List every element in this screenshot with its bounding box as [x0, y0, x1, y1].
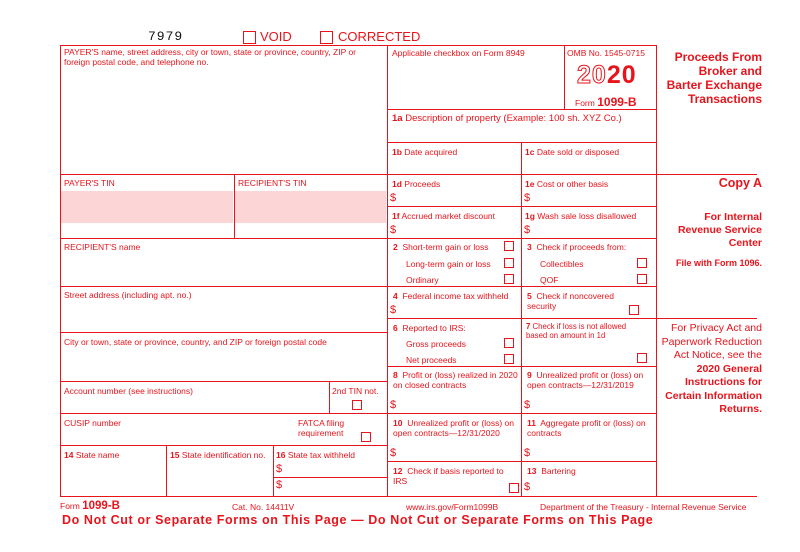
- box-1f-label: [392, 211, 495, 221]
- recipient-tin-field[interactable]: [235, 191, 386, 223]
- box-1b-num: 1b: [392, 147, 402, 157]
- state-divider-1: [166, 445, 167, 496]
- account-number-label: Account number (see instructions): [64, 386, 193, 396]
- recipient-name-label: RECIPIENT'S name: [64, 242, 141, 252]
- rule-mid-6: [387, 318, 757, 319]
- box-1g-num: 1g: [525, 211, 535, 221]
- box-4-num: 4: [393, 291, 398, 301]
- box-1d-dollar: $: [390, 192, 397, 204]
- box-2-num: 2: [393, 242, 398, 252]
- box-1e-num: 1e: [525, 179, 535, 189]
- form-8949-label: Applicable checkbox on Form 8949: [392, 48, 525, 58]
- gross-proceeds-checkbox[interactable]: [504, 338, 514, 348]
- box-11-text: Aggregate profit or (loss) on contracts: [527, 418, 646, 438]
- rule-mid-1: [387, 142, 657, 143]
- box-1a-num: 1a: [392, 113, 403, 124]
- collectibles-label: Collectibles: [540, 259, 584, 269]
- rule-left-6: [60, 413, 387, 414]
- box-15-num: 15: [170, 450, 180, 460]
- box-3-label: [527, 242, 626, 252]
- box-16-dollar-2: $: [276, 479, 283, 491]
- net-proceeds-checkbox[interactable]: [504, 354, 514, 364]
- rule-mid-7: [387, 366, 657, 367]
- box-16-num: 16: [276, 450, 286, 460]
- form-title: Proceeds From Broker and Barter Exchange Transactions: [666, 50, 762, 106]
- box-10-dollar: $: [390, 447, 397, 459]
- rule-left-2: [60, 238, 387, 239]
- box-2-short-term-text: Short-term gain or loss: [402, 242, 489, 252]
- rule-left-7: [60, 445, 387, 446]
- form-id-name: 1099-B: [597, 95, 637, 109]
- box-3-text: Check if proceeds from:: [536, 242, 627, 252]
- cusip-label: CUSIP number: [64, 418, 122, 428]
- void-checkbox[interactable]: [243, 31, 256, 44]
- corrected-label: CORRECTED: [338, 29, 421, 44]
- omb-number: OMB No. 1545-0715: [567, 48, 645, 58]
- box-7-num: 7: [526, 322, 531, 331]
- box-9-text: Unrealized profit or (loss) on open contracts—12/31/2019: [527, 370, 644, 390]
- payer-tin-field[interactable]: [61, 191, 233, 223]
- box-1f-text: Accrued market discount: [401, 211, 496, 221]
- basis-reported-checkbox[interactable]: [509, 483, 519, 493]
- footer-url: www.irs.gov/Form1099B: [406, 502, 499, 512]
- box-13-dollar: $: [524, 481, 531, 493]
- long-term-checkbox[interactable]: [504, 258, 514, 268]
- box-4-text: Federal income tax withheld: [402, 291, 509, 301]
- box-1e-text: Cost or other basis: [536, 179, 609, 189]
- rule-mid-5: [387, 286, 657, 287]
- box-1g-dollar: $: [524, 224, 531, 236]
- footer-form-id: [60, 500, 120, 512]
- box-10-num: 10: [393, 418, 403, 428]
- corrected-checkbox[interactable]: [320, 31, 333, 44]
- footer-form-name: 1099-B: [82, 500, 120, 512]
- box-11-num: 11: [527, 418, 536, 428]
- box-14-num: 14: [64, 450, 74, 460]
- privacy-bold: 2020 General Instructions for Certain Information Returns.: [665, 362, 762, 415]
- rule-mid-4: [387, 238, 657, 239]
- tax-year-prefix: 20: [577, 61, 607, 89]
- loss-not-allowed-checkbox[interactable]: [637, 353, 647, 363]
- short-term-checkbox[interactable]: [504, 241, 514, 251]
- payer-name-field[interactable]: [61, 70, 386, 173]
- side-rule: [656, 45, 657, 497]
- box-12-num: 12: [393, 466, 403, 476]
- box-1g-label: [525, 211, 636, 221]
- box-4-label: [393, 291, 508, 301]
- net-proceeds-label: Net proceeds: [406, 355, 457, 365]
- box-3-num: 3: [527, 242, 532, 252]
- box-12-text: Check if basis reported to IRS: [393, 466, 504, 486]
- payer-tin-label: PAYER'S TIN: [64, 178, 115, 188]
- box-11-dollar: $: [524, 447, 531, 459]
- box-1c-label: [525, 147, 619, 157]
- box-1e-dollar: $: [524, 192, 531, 204]
- city-field[interactable]: [61, 350, 386, 380]
- footer-dept: Department of the Treasury - Internal Revenue Service: [540, 502, 747, 512]
- box-1b-label: [392, 147, 457, 157]
- box-1a-label: [392, 114, 622, 124]
- top-rule: [60, 45, 657, 46]
- void-label: VOID: [260, 29, 292, 44]
- recipient-name-field[interactable]: [61, 254, 386, 285]
- box-1g-text: Wash sale loss disallowed: [537, 211, 637, 221]
- payer-name-label: PAYER'S name, street address, city or town, state or province, country, ZIP or foreign postal code, and telephone no.: [64, 47, 357, 67]
- box-16-text: State tax withheld: [287, 450, 355, 460]
- control-number[interactable]: 7979: [148, 29, 184, 44]
- box-6-text: Reported to IRS:: [402, 323, 466, 333]
- box-8-label: [393, 370, 518, 390]
- do-not-cut-warning: Do Not Cut or Separate Forms on This Page — Do Not Cut or Separate Forms on This Page: [62, 513, 654, 527]
- copy-a: Copy A: [718, 176, 762, 190]
- qof-label: QOF: [540, 275, 559, 285]
- noncovered-checkbox[interactable]: [629, 305, 639, 315]
- box-8-dollar: $: [390, 399, 397, 411]
- box-1f-dollar: $: [390, 224, 397, 236]
- rule-mid-2: [387, 174, 757, 175]
- box-11-label: [527, 418, 653, 438]
- box-5-num: 5: [527, 291, 532, 301]
- box-6-num: 6: [393, 323, 398, 333]
- footer-form-label: Form: [60, 501, 80, 511]
- box-1d-text: Proceeds: [404, 179, 441, 189]
- box-7-label: [526, 322, 644, 340]
- fatca-label: FATCA filing requirement: [298, 418, 345, 438]
- rule-left-8: [273, 477, 387, 478]
- rule-left-5: [60, 381, 387, 382]
- box-1b-text: Date acquired: [404, 147, 458, 157]
- rule-mid-8: [387, 413, 657, 414]
- box-1e-label: [525, 179, 608, 189]
- tax-year-suffix: 20: [606, 61, 637, 89]
- second-tin-checkbox[interactable]: [352, 400, 362, 410]
- box-15-label: [170, 450, 265, 460]
- omb-divider: [564, 45, 565, 109]
- box-1a-text: Description of property (Example: 100 sh. XYZ Co.): [405, 113, 622, 124]
- box-14-label: [64, 450, 119, 460]
- box-2-ordinary-label: Ordinary: [406, 275, 439, 285]
- box-8-text: Profit or (loss) realized in 2020 on closed contracts: [393, 370, 518, 390]
- box-14-text: State name: [75, 450, 120, 460]
- file-with-1096: File with Form 1096.: [675, 258, 762, 268]
- ordinary-checkbox[interactable]: [504, 274, 514, 284]
- rule-mid-3: [387, 206, 657, 207]
- box-16-dollar-1: $: [276, 463, 283, 475]
- box-5-label: [527, 291, 637, 311]
- account-divider: [329, 381, 330, 413]
- form-id-label: Form: [575, 98, 595, 108]
- box-16-label: [276, 450, 355, 460]
- tax-year: [577, 61, 637, 90]
- for-irs: For Internal Revenue Service Center: [677, 211, 762, 249]
- box-9-dollar: $: [524, 399, 531, 411]
- box-13-num: 13: [527, 466, 537, 476]
- box-9-label: [527, 370, 653, 390]
- street-address-field[interactable]: [61, 302, 386, 331]
- bottom-rule: [60, 496, 757, 497]
- box-1c-num: 1c: [525, 147, 535, 157]
- box-4-dollar: $: [390, 304, 397, 316]
- fatca-checkbox[interactable]: [361, 432, 371, 442]
- box-7-text: Check if loss is not allowed based on amount in 1d: [526, 322, 627, 340]
- box-1d-num: 1d: [392, 179, 402, 189]
- footer-cat-no: Cat. No. 14411V: [232, 502, 295, 512]
- rule-mid-9: [387, 461, 657, 462]
- rule-left-3: [60, 286, 387, 287]
- qof-checkbox[interactable]: [637, 274, 647, 284]
- rule-mid-0: [387, 109, 657, 110]
- box-1c-text: Date sold or disposed: [536, 147, 620, 157]
- box-2-short-term-label: [393, 242, 488, 252]
- box-6-label: [393, 323, 466, 333]
- box-13-label: [527, 466, 576, 476]
- box-2-long-term-label: Long-term gain or loss: [406, 259, 491, 269]
- gross-proceeds-label: Gross proceeds: [406, 339, 466, 349]
- recipient-tin-label: RECIPIENT'S TIN: [238, 178, 307, 188]
- privacy-plain: For Privacy Act and Paperwork Reduction Act Notice, see the: [661, 322, 762, 361]
- collectibles-checkbox[interactable]: [637, 258, 647, 268]
- street-address-label: Street address (including apt. no.): [64, 290, 192, 300]
- box-10-text: Unrealized profit or (loss) on open contracts—12/31/2020: [393, 418, 514, 438]
- box-1f-num: 1f: [392, 211, 400, 221]
- box-1d-label: [392, 179, 440, 189]
- box-8-num: 8: [393, 370, 398, 380]
- box-5-text: Check if noncovered security: [527, 291, 614, 311]
- rule-left-1: [60, 174, 387, 175]
- center-rule: [387, 45, 388, 497]
- form-id: [575, 95, 637, 109]
- box-13-text: Bartering: [541, 466, 576, 476]
- box-15-text: State identification no.: [181, 450, 266, 460]
- second-tin-label: 2nd TIN not.: [332, 386, 379, 396]
- col2-rule: [521, 142, 522, 497]
- rule-left-4: [60, 332, 387, 333]
- box-10-label: [393, 418, 519, 438]
- box-9-num: 9: [527, 370, 532, 380]
- box-12-label: [393, 466, 518, 486]
- city-label: City or town, state or province, country, and ZIP or foreign postal code: [64, 337, 327, 347]
- privacy-notice: [660, 322, 762, 417]
- state-divider-2: [273, 445, 274, 496]
